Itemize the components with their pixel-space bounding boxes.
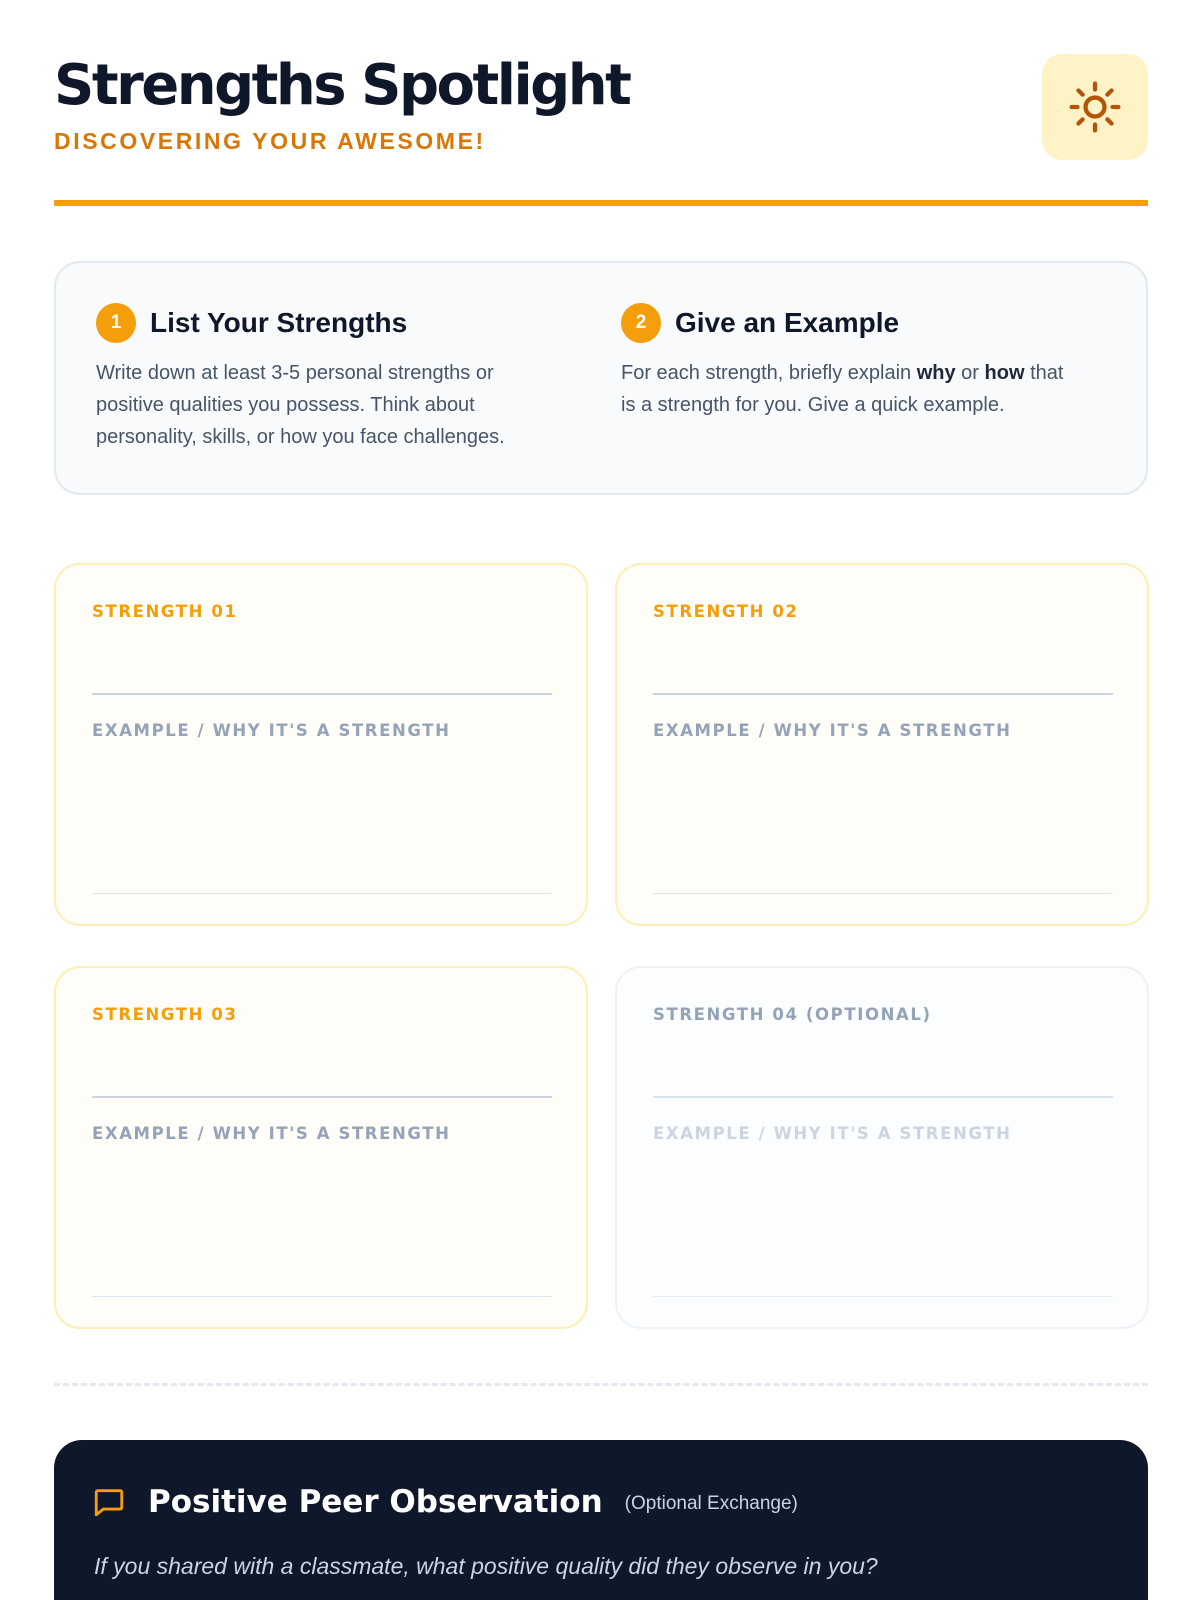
strength-input[interactable] [653,641,1113,695]
example-label: EXAMPLE / WHY IT'S A STRENGTH [92,721,451,740]
worksheet-header [54,54,1148,164]
step-heading [96,303,556,343]
sun-icon [1068,80,1122,134]
step-text-part: or [955,362,985,384]
step-heading [621,303,1081,343]
peer-title: Positive Peer Observation [148,1484,603,1520]
sun-badge [1042,54,1148,160]
page-subtitle: DISCOVERING YOUR AWESOME! [54,128,486,154]
strength-input[interactable] [92,1044,552,1098]
example-input[interactable] [92,759,552,894]
strength-card-2 [615,563,1149,926]
strength-label: STRENGTH 03 [92,1005,238,1024]
section-divider [54,1383,1148,1386]
strength-input[interactable] [92,641,552,695]
peer-prompt: If you shared with a classmate, what positive quality did they observe in you? [94,1553,878,1579]
strength-input[interactable] [653,1044,1113,1098]
step-text-part: that is a strength for you. Give a quick example. [621,362,1064,416]
example-label: EXAMPLE / WHY IT'S A STRENGTH [92,1124,451,1143]
peer-optional-note: (Optional Exchange) [624,1493,798,1514]
example-input[interactable] [92,1162,552,1297]
step-number-badge: 1 [96,303,136,343]
speech-bubble-icon [92,1485,126,1519]
instruction-step-1 [96,303,556,453]
strength-card-1 [54,563,588,926]
step-text: Write down at least 3-5 personal strengths or positive qualities you possess. Think about personality, skills, or how you face challenges. [96,362,505,448]
instruction-step-2 [621,303,1081,421]
step-emphasis: why [916,362,956,384]
step-title: Give an Example [675,307,900,338]
example-label: EXAMPLE / WHY IT'S A STRENGTH [653,1124,1012,1143]
step-title: List Your Strengths [150,307,408,338]
step-emphasis: how [984,362,1025,384]
peer-observation-panel [54,1440,1148,1600]
example-label: EXAMPLE / WHY IT'S A STRENGTH [653,721,1012,740]
strength-card-4-optional [615,966,1149,1329]
peer-heading [92,1480,798,1524]
step-text [621,357,1081,421]
step-text-part: For each strength, briefly explain [621,362,917,384]
page-title: Strengths Spotlight [54,53,630,118]
instructions-panel [54,261,1148,495]
strength-label: STRENGTH 01 [92,602,238,621]
example-input[interactable] [653,1162,1113,1297]
step-number-badge: 2 [621,303,661,343]
example-input[interactable] [653,759,1113,894]
header-divider [54,200,1148,206]
strength-card-3 [54,966,588,1329]
strength-label: STRENGTH 04 (OPTIONAL) [653,1005,932,1024]
strength-label: STRENGTH 02 [653,602,799,621]
